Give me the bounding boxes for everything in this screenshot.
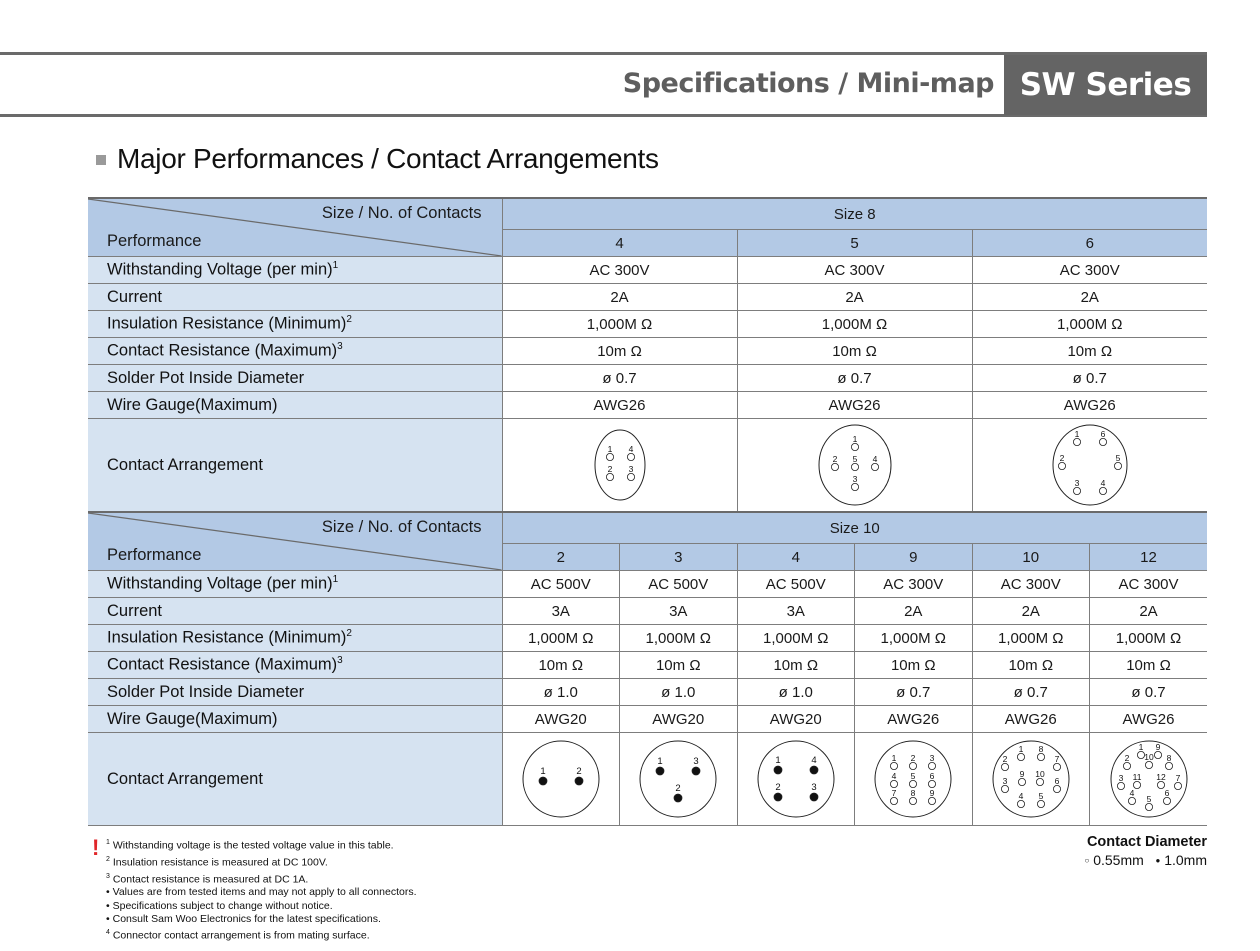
row-label-text: Insulation Resistance (Minimum) xyxy=(107,628,347,647)
contact-diameter-title: Contact Diameter xyxy=(1086,834,1207,850)
row-label-text: Withstanding Voltage (per min) xyxy=(107,260,333,279)
contact-arrangement-cell xyxy=(737,733,855,826)
value-cell: AC 300V xyxy=(972,571,1090,598)
contact-pin-2 xyxy=(1123,762,1130,769)
contact-pin-10 xyxy=(1036,778,1043,785)
table-header-row xyxy=(88,512,1207,544)
pin-number-label: 5 xyxy=(910,771,916,781)
contacts-count-cell: 2 xyxy=(502,544,620,571)
pin-number-label: 2 xyxy=(775,782,781,793)
contact-pin-6 xyxy=(1163,797,1170,804)
footnote-line xyxy=(106,926,416,943)
contact-pin-9 xyxy=(1154,751,1161,758)
value-cell: AC 300V xyxy=(502,257,737,284)
value-cell: 1,000M Ω xyxy=(855,625,973,652)
value-cell: 1,000M Ω xyxy=(737,625,855,652)
diagonal-header-cell xyxy=(88,198,502,257)
pin-number-label: 4 xyxy=(1100,478,1106,488)
contact-pin-1 xyxy=(891,762,898,769)
contact-pin-8 xyxy=(910,797,917,804)
connector-shell-outline xyxy=(595,430,645,500)
pin-number-label: 3 xyxy=(852,474,857,484)
pin-number-label: 11 xyxy=(1132,772,1141,782)
pin-number-label: 1 xyxy=(657,756,663,767)
contact-pin-1 xyxy=(656,767,664,775)
pin-number-label: 5 xyxy=(852,454,857,464)
footnote-text: Insulation resistance is measured at DC 100V. xyxy=(112,856,328,869)
pin-number-label: 8 xyxy=(1038,744,1044,754)
contact-pin-12 xyxy=(1157,781,1164,788)
contacts-count-cell: 6 xyxy=(972,230,1207,257)
row-label xyxy=(88,679,502,706)
footnote-marker: 1 xyxy=(106,839,110,846)
value-cell: 2A xyxy=(855,598,973,625)
pin-number-label: 2 xyxy=(1124,753,1129,763)
footnote-text: Withstanding voltage is the tested voltage value in this table. xyxy=(112,839,394,852)
contact-pin-1 xyxy=(1017,753,1024,760)
contact-arrangement-cell xyxy=(972,733,1090,826)
page-header-title: Specifications / Mini-map xyxy=(622,68,994,99)
contact-arrangement-cell xyxy=(502,733,620,826)
row-label-text: Wire Gauge(Maximum) xyxy=(107,709,278,728)
footnote-line xyxy=(106,900,416,913)
value-cell: 1,000M Ω xyxy=(620,625,738,652)
value-cell: 10m Ω xyxy=(972,338,1207,365)
value-cell: ø 1.0 xyxy=(502,679,620,706)
row-label xyxy=(88,284,502,311)
contact-pin-2 xyxy=(674,794,682,802)
value-cell: 10m Ω xyxy=(855,652,973,679)
current-row xyxy=(88,284,1207,311)
value-cell: 1,000M Ω xyxy=(502,311,737,338)
pin-number-label: 1 xyxy=(1138,742,1143,752)
contact-pin-8 xyxy=(1165,762,1172,769)
size-title: Size 8 xyxy=(502,198,1207,230)
pin-number-label: 6 xyxy=(1164,788,1169,798)
row-label xyxy=(88,392,502,419)
contact-arrangement-cell xyxy=(1090,733,1208,826)
pin-number-label: 3 xyxy=(929,753,935,763)
value-cell: ø 0.7 xyxy=(737,365,972,392)
pin-number-label: 3 xyxy=(1002,776,1008,786)
contact-pin-3 xyxy=(692,767,700,775)
row-label xyxy=(88,257,502,284)
solder-pot-row xyxy=(88,679,1207,706)
footnote-ref: 1 xyxy=(332,260,339,272)
footnote-ref: 3 xyxy=(337,341,343,353)
value-cell: AC 500V xyxy=(502,571,620,598)
pin-number-label: 3 xyxy=(1074,478,1080,488)
contact-pin-2 xyxy=(910,762,917,769)
footnote-line xyxy=(106,870,416,887)
pin-number-label: 9 xyxy=(1019,769,1025,779)
pin-number-label: 8 xyxy=(910,788,916,798)
footnote-text: Specifications subject to change without notice. xyxy=(112,899,333,912)
withstanding-voltage-row xyxy=(88,257,1207,284)
pin-number-label: 2 xyxy=(832,454,837,464)
pin-number-label: 6 xyxy=(929,771,935,781)
pin-number-label: 1 xyxy=(540,766,546,777)
contact-pin-3 xyxy=(1117,782,1124,789)
contact-arrangement-diagram xyxy=(754,735,838,823)
contact-pin-1 xyxy=(606,453,613,460)
value-cell: AC 300V xyxy=(855,571,973,598)
pin-number-label: 6 xyxy=(1054,776,1060,786)
row-label xyxy=(88,598,502,625)
pin-number-label: 9 xyxy=(929,788,935,798)
diagonal-header-cell xyxy=(88,512,502,571)
pin-number-label: 5 xyxy=(1146,794,1151,804)
row-label xyxy=(88,652,502,679)
pin-number-label: 1 xyxy=(1018,744,1024,754)
value-cell: AC 300V xyxy=(1090,571,1208,598)
value-cell: 2A xyxy=(502,284,737,311)
row-label-text: Current xyxy=(107,287,163,306)
row-label xyxy=(88,365,502,392)
pin-number-label: 2 xyxy=(675,783,681,794)
contact-pin-4 xyxy=(871,463,878,470)
row-label-text: Wire Gauge(Maximum) xyxy=(107,395,278,414)
footnote-text: Consult Sam Woo Electronics for the latest specifications. xyxy=(112,912,381,925)
row-label-text: Withstanding Voltage (per min) xyxy=(107,574,333,593)
row-label xyxy=(88,625,502,652)
connector-shell-outline xyxy=(523,741,599,817)
contacts-count-cell: 5 xyxy=(737,230,972,257)
value-cell: AWG26 xyxy=(1090,706,1208,733)
pin-number-label: 1 xyxy=(891,753,897,763)
contact-resistance-row xyxy=(88,652,1207,679)
contact-arrangement-diagram xyxy=(519,735,603,823)
contact-pin-2 xyxy=(831,463,838,470)
connector-shell-outline xyxy=(640,741,716,817)
value-cell: ø 0.7 xyxy=(855,679,973,706)
size-contacts-label: Size / No. of Contacts xyxy=(321,518,482,536)
footnote-line xyxy=(106,853,416,870)
footnote-marker: 4 xyxy=(106,929,110,937)
pin-number-label: 3 xyxy=(1118,773,1123,783)
row-label-text: Contact Resistance (Maximum) xyxy=(107,655,338,674)
footnote-text: Values are from tested items and may not apply to all connectors. xyxy=(112,886,417,899)
pin-number-label: 4 xyxy=(1129,788,1134,798)
value-cell: ø 0.7 xyxy=(972,365,1207,392)
contact-pin-2 xyxy=(606,473,613,480)
pin-number-label: 2 xyxy=(1002,754,1008,764)
value-cell: 3A xyxy=(620,598,738,625)
footnote-line xyxy=(106,913,416,926)
pin-number-label: 7 xyxy=(1054,754,1060,764)
value-cell: ø 1.0 xyxy=(620,679,738,706)
value-cell: AWG26 xyxy=(502,392,737,419)
row-label-text: Insulation Resistance (Minimum) xyxy=(107,314,347,333)
value-cell: 10m Ω xyxy=(502,338,737,365)
value-cell: AWG20 xyxy=(502,706,620,733)
contact-arrangement-diagram xyxy=(1048,421,1132,509)
pin-number-label: 10 xyxy=(1035,769,1045,779)
value-cell: 2A xyxy=(1090,598,1208,625)
contact-pin-11 xyxy=(1133,781,1140,788)
pin-number-label: 1 xyxy=(607,444,612,454)
contact-pin-3 xyxy=(1001,785,1008,792)
pin-number-label: 2 xyxy=(576,766,582,777)
contact-diameter-legend xyxy=(1084,834,1207,868)
contact-pin-9 xyxy=(1018,778,1025,785)
contacts-count-cell: 10 xyxy=(972,544,1090,571)
wire-gauge-row xyxy=(88,706,1207,733)
contact-pin-5 xyxy=(1114,462,1121,469)
contact-pin-2 xyxy=(575,777,583,785)
row-label-text: Current xyxy=(107,601,163,620)
exclamation-icon: ! xyxy=(92,835,100,860)
value-cell: ø 1.0 xyxy=(737,679,855,706)
value-cell: ø 0.7 xyxy=(1090,679,1208,706)
solid-pin-icon: ● xyxy=(1155,856,1161,865)
pin-number-label: 5 xyxy=(1038,791,1044,801)
contacts-count-cell: 4 xyxy=(502,230,737,257)
contact-pin-5 xyxy=(851,463,858,470)
contact-arrangement-cell xyxy=(972,419,1207,512)
insulation-resistance-row xyxy=(88,625,1207,652)
contact-diameter-values xyxy=(1084,852,1207,868)
contacts-count-cell: 4 xyxy=(737,544,855,571)
value-cell: 10m Ω xyxy=(737,652,855,679)
contact-pin-9 xyxy=(929,797,936,804)
footnote-text: Connector contact arrangement is from mating surface. xyxy=(112,929,370,942)
pin-number-label: 7 xyxy=(891,788,897,798)
contact-arrangement-diagram xyxy=(871,735,955,823)
value-cell: 2A xyxy=(737,284,972,311)
contact-arrangement-diagram xyxy=(813,421,897,509)
contact-pin-4 xyxy=(1128,797,1135,804)
contact-pin-1 xyxy=(774,766,782,774)
value-cell: 10m Ω xyxy=(972,652,1090,679)
contact-pin-2 xyxy=(774,793,782,801)
contact-pin-4 xyxy=(891,780,898,787)
contact-pin-2 xyxy=(1058,462,1065,469)
connector-shell-outline xyxy=(758,741,834,817)
contact-pin-6 xyxy=(929,780,936,787)
contact-arrangement-diagram xyxy=(1107,735,1191,823)
current-row xyxy=(88,598,1207,625)
pin-number-label: 1 xyxy=(775,755,781,766)
contact-arrangement-row xyxy=(88,419,1207,512)
value-cell: AC 300V xyxy=(972,257,1207,284)
value-cell: 10m Ω xyxy=(620,652,738,679)
footnote-line xyxy=(106,836,416,853)
pin-number-label: 7 xyxy=(1175,773,1180,783)
contact-pin-3 xyxy=(851,483,858,490)
pin-number-label: 3 xyxy=(811,782,817,793)
size-title: Size 10 xyxy=(502,512,1207,544)
contact-arrangement-row xyxy=(88,733,1207,826)
insulation-resistance-row xyxy=(88,311,1207,338)
pin-number-label: 3 xyxy=(693,756,699,767)
size10-spec-table xyxy=(88,511,1207,826)
pin-number-label: 2 xyxy=(607,464,612,474)
contact-pin-3 xyxy=(627,473,634,480)
pin-number-label: 2 xyxy=(1059,453,1065,463)
value-cell: AC 500V xyxy=(620,571,738,598)
footnote-line xyxy=(106,886,416,899)
value-cell: 3A xyxy=(502,598,620,625)
contact-pin-7 xyxy=(1053,763,1060,770)
value-cell: 1,000M Ω xyxy=(972,625,1090,652)
contact-pin-3 xyxy=(1073,487,1080,494)
footnote-marker: 2 xyxy=(106,855,110,863)
contact-pin-8 xyxy=(1037,753,1044,760)
value-cell: AWG20 xyxy=(737,706,855,733)
pin-number-label: 2 xyxy=(910,753,916,763)
footnote-ref: 2 xyxy=(346,314,352,326)
solder-pot-row xyxy=(88,365,1207,392)
row-label-text: Solder Pot Inside Diameter xyxy=(107,368,305,387)
pin-number-label: 1 xyxy=(852,434,857,444)
wire-gauge-row xyxy=(88,392,1207,419)
value-cell: 2A xyxy=(972,598,1090,625)
withstanding-voltage-row xyxy=(88,571,1207,598)
value-cell: 1,000M Ω xyxy=(972,311,1207,338)
series-badge: SW Series xyxy=(1004,55,1207,115)
row-label-text: Contact Resistance (Maximum) xyxy=(107,341,338,360)
contact-arrangement-diagram xyxy=(989,735,1073,823)
size8-spec-table xyxy=(88,197,1207,512)
value-cell: 1,000M Ω xyxy=(1090,625,1208,652)
value-cell: 2A xyxy=(972,284,1207,311)
value-cell: AC 300V xyxy=(737,257,972,284)
footnote-ref: 3 xyxy=(337,655,343,667)
pin-number-label: 12 xyxy=(1155,772,1166,782)
pin-number-label: 10 xyxy=(1143,752,1154,762)
hollow-pin-icon: ○ xyxy=(1084,856,1090,865)
value-cell: 10m Ω xyxy=(502,652,620,679)
square-bullet-icon xyxy=(96,155,106,165)
contact-pin-5 xyxy=(910,780,917,787)
performance-label: Performance xyxy=(107,546,202,564)
contact-pin-1 xyxy=(851,443,858,450)
contact-pin-7 xyxy=(1174,782,1181,789)
contacts-count-cell: 9 xyxy=(855,544,973,571)
solid-pin-size: 1.0mm xyxy=(1164,852,1207,868)
contact-arrangement-cell xyxy=(620,733,738,826)
pin-number-label: 4 xyxy=(628,444,633,454)
value-cell: ø 0.7 xyxy=(972,679,1090,706)
pin-number-label: 4 xyxy=(811,755,817,766)
row-label: Contact Arrangement xyxy=(88,733,502,826)
pin-number-label: 5 xyxy=(1115,453,1121,463)
value-cell: 10m Ω xyxy=(737,338,972,365)
contact-pin-10 xyxy=(1145,761,1152,768)
value-cell: 1,000M Ω xyxy=(737,311,972,338)
footnote-marker: 3 xyxy=(106,872,110,880)
pin-number-label: 1 xyxy=(1074,429,1080,439)
contact-pin-2 xyxy=(1001,763,1008,770)
contact-pin-6 xyxy=(1099,438,1106,445)
row-label-text: Solder Pot Inside Diameter xyxy=(107,682,305,701)
row-label xyxy=(88,571,502,598)
contact-pin-5 xyxy=(1145,803,1152,810)
footnote-text: Contact resistance is measured at DC 1A. xyxy=(112,873,309,886)
pin-number-label: 8 xyxy=(1166,753,1171,763)
contact-pin-4 xyxy=(627,453,634,460)
footnote-marker: • xyxy=(106,899,110,912)
footnote-ref: 2 xyxy=(346,628,352,640)
value-cell: ø 0.7 xyxy=(502,365,737,392)
value-cell: AC 500V xyxy=(737,571,855,598)
contact-arrangement-diagram xyxy=(636,735,720,823)
pin-number-label: 3 xyxy=(628,464,633,474)
contact-pin-1 xyxy=(539,777,547,785)
contact-pin-4 xyxy=(1017,800,1024,807)
value-cell: AWG20 xyxy=(620,706,738,733)
contact-pin-4 xyxy=(810,766,818,774)
value-cell: 10m Ω xyxy=(1090,652,1208,679)
row-label xyxy=(88,311,502,338)
size-contacts-label: Size / No. of Contacts xyxy=(321,204,482,222)
contact-resistance-row xyxy=(88,338,1207,365)
pin-number-label: 4 xyxy=(891,771,897,781)
contact-arrangement-diagram xyxy=(578,421,662,509)
value-cell: 3A xyxy=(737,598,855,625)
hollow-pin-size: 0.55mm xyxy=(1093,852,1144,868)
contacts-count-cell: 3 xyxy=(620,544,738,571)
contact-arrangement-cell xyxy=(855,733,973,826)
value-cell: AWG26 xyxy=(972,392,1207,419)
value-cell: AWG26 xyxy=(737,392,972,419)
footnote-marker: • xyxy=(106,912,110,925)
pin-number-label: 4 xyxy=(872,454,877,464)
contact-pin-6 xyxy=(1053,785,1060,792)
pin-number-label: 6 xyxy=(1100,429,1106,439)
pin-number-label: 9 xyxy=(1155,742,1160,752)
row-label: Contact Arrangement xyxy=(88,419,502,512)
footnote-marker: • xyxy=(106,886,110,899)
performance-label: Performance xyxy=(107,232,202,250)
row-label xyxy=(88,338,502,365)
contact-pin-3 xyxy=(929,762,936,769)
contact-pin-5 xyxy=(1037,800,1044,807)
contact-pin-1 xyxy=(1073,438,1080,445)
value-cell: AWG26 xyxy=(855,706,973,733)
value-cell: AWG26 xyxy=(972,706,1090,733)
footnote-ref: 1 xyxy=(332,574,339,586)
pin-number-label: 4 xyxy=(1018,791,1024,801)
contact-pin-3 xyxy=(810,793,818,801)
contact-pin-7 xyxy=(891,797,898,804)
table-header-row xyxy=(88,198,1207,230)
footnotes xyxy=(106,836,416,943)
contact-arrangement-cell xyxy=(737,419,972,512)
contacts-count-cell: 12 xyxy=(1090,544,1208,571)
contact-pin-4 xyxy=(1099,487,1106,494)
section-title: Major Performances / Contact Arrangements xyxy=(96,143,659,175)
value-cell: 1,000M Ω xyxy=(502,625,620,652)
contact-arrangement-cell xyxy=(502,419,737,512)
row-label xyxy=(88,706,502,733)
